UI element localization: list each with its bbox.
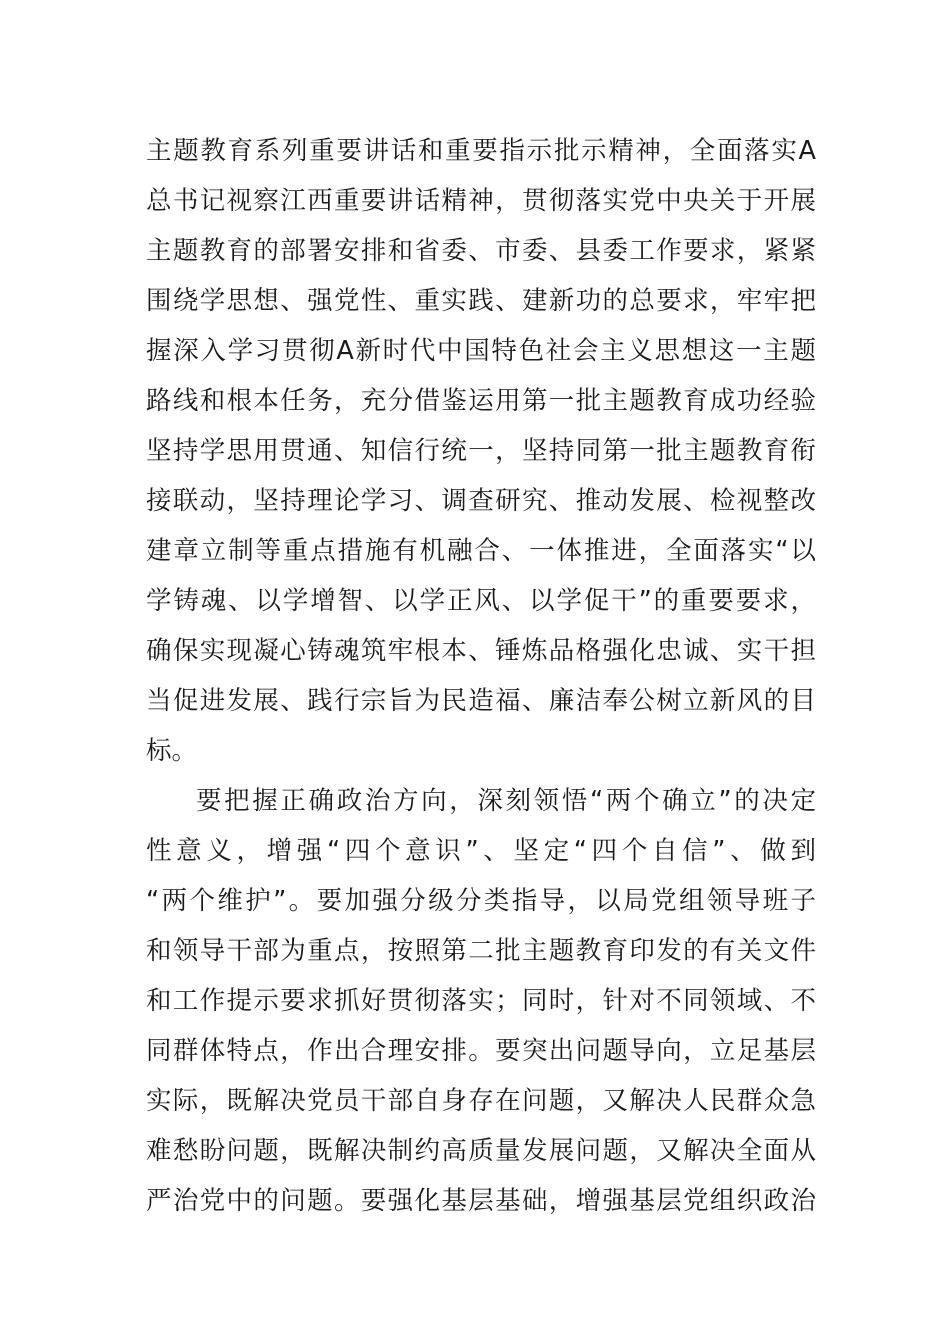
text-line: 要把握正确政治方向，深刻领悟“两个确立”的决定 <box>196 786 816 816</box>
text-line: 握深入学习贯彻A新时代中国特色社会主义思想这一主题 <box>146 336 816 366</box>
text-line: 同群体特点，作出合理安排。要突出问题导向，立足基层 <box>146 1036 816 1066</box>
text-line: 主题教育系列重要讲话和重要指示批示精神，全面落实A <box>146 136 816 166</box>
text-line: 性意义，增强“四个意识”、坚定“四个自信”、做到 <box>146 836 816 866</box>
text-line: 围绕学思想、强党性、重实践、建新功的总要求，牢牢把 <box>146 286 816 316</box>
text-line: 坚持学思用贯通、知信行统一，坚持同第一批主题教育衔 <box>146 436 816 466</box>
text-line: 路线和根本任务，充分借鉴运用第一批主题教育成功经验 <box>146 386 816 416</box>
text-line: “两个维护”。要加强分级分类指导，以局党组领导班子 <box>146 886 816 916</box>
text-line: 实际，既解决党员干部自身存在问题，又解决人民群众急 <box>146 1086 816 1116</box>
text-line: 接联动，坚持理论学习、调查研究、推动发展、检视整改 <box>146 486 816 516</box>
text-line: 主题教育的部署安排和省委、市委、县委工作要求，紧紧 <box>146 236 816 266</box>
text-line: 总书记视察江西重要讲话精神，贯彻落实党中央关于开展 <box>146 186 816 216</box>
text-line: 和工作提示要求抓好贯彻落实；同时，针对不同领域、不 <box>146 986 816 1016</box>
text-line: 和领导干部为重点，按照第二批主题教育印发的有关文件 <box>146 936 816 966</box>
text-line: 严治党中的问题。要强化基层基础，增强基层党组织政治 <box>146 1186 816 1216</box>
text-line: 难愁盼问题，既解决制约高质量发展问题，又解决全面从 <box>146 1136 816 1166</box>
text-line: 标。 <box>146 736 198 766</box>
text-line: 学铸魂、以学增智、以学正风、以学促干”的重要要求， <box>146 586 816 616</box>
text-line: 确保实现凝心铸魂筑牢根本、锤炼品格强化忠诚、实干担 <box>146 636 816 666</box>
text-line: 当促进发展、践行宗旨为民造福、廉洁奉公树立新风的目 <box>146 686 816 716</box>
text-line: 建章立制等重点措施有机融合、一体推进，全面落实“以 <box>146 536 816 566</box>
